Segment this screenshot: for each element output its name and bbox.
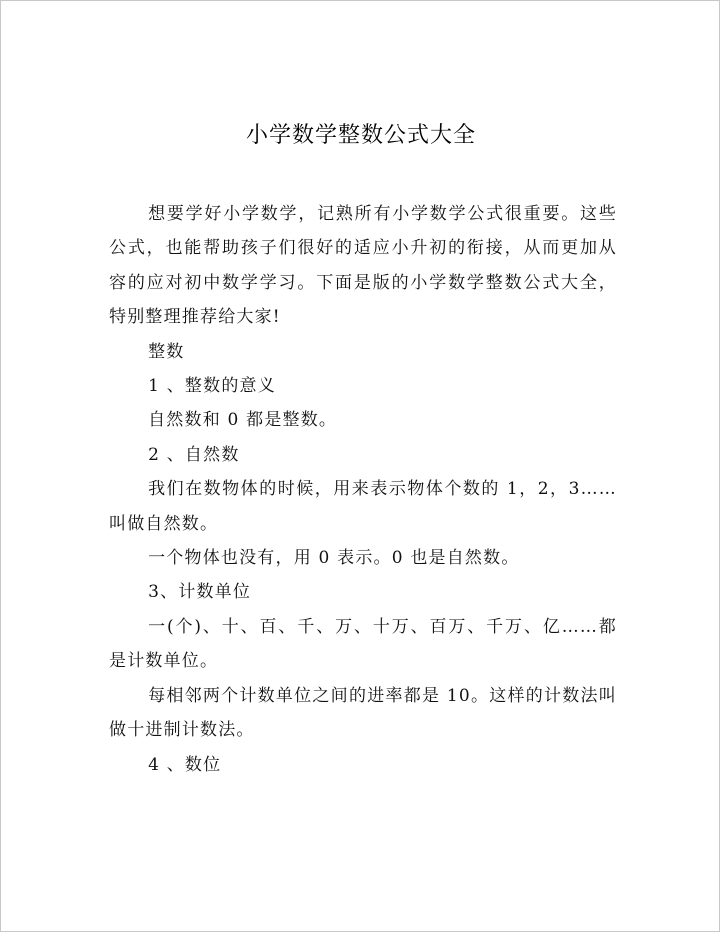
subheading-digit-places: 4 、数位 [148,754,222,775]
section-heading-integers: 整数 [148,341,185,362]
paragraph-integer-definition: 自然数和 0 都是整数。 [148,410,338,431]
subheading-natural-numbers: 2 、自然数 [148,444,240,465]
paragraph-decimal-system: 每相邻两个计数单位之间的进率都是 10。这样的计数法叫做十进制计数法。 [109,685,617,741]
subheading-counting-units: 3、计数单位 [148,582,252,603]
intro-paragraph: 想要学好小学数学，记熟所有小学数学公式很重要。这些公式，也能帮助孩子们很好的适应小升初的衔接，从而更加从容的应对初中数学学习。下面是版的小学数学整数公式大全，特别整理推荐给大家! [109,204,617,328]
paragraph-counting-units-list: 一(个)、十、百、千、万、十万、百万、千万、亿……都是计数单位。 [109,616,617,672]
document-body [109,197,617,782]
paragraph-zero-natural: 一个物体也没有，用 0 表示。0 也是自然数。 [148,548,520,569]
document-title: 小学数学整数公式大全 [245,123,476,148]
paragraph-natural-number-definition: 我们在数物体的时候，用来表示物体个数的 1，2，3……叫做自然数。 [109,479,617,534]
subheading-integer-meaning: 1 、整数的意义 [148,376,276,397]
